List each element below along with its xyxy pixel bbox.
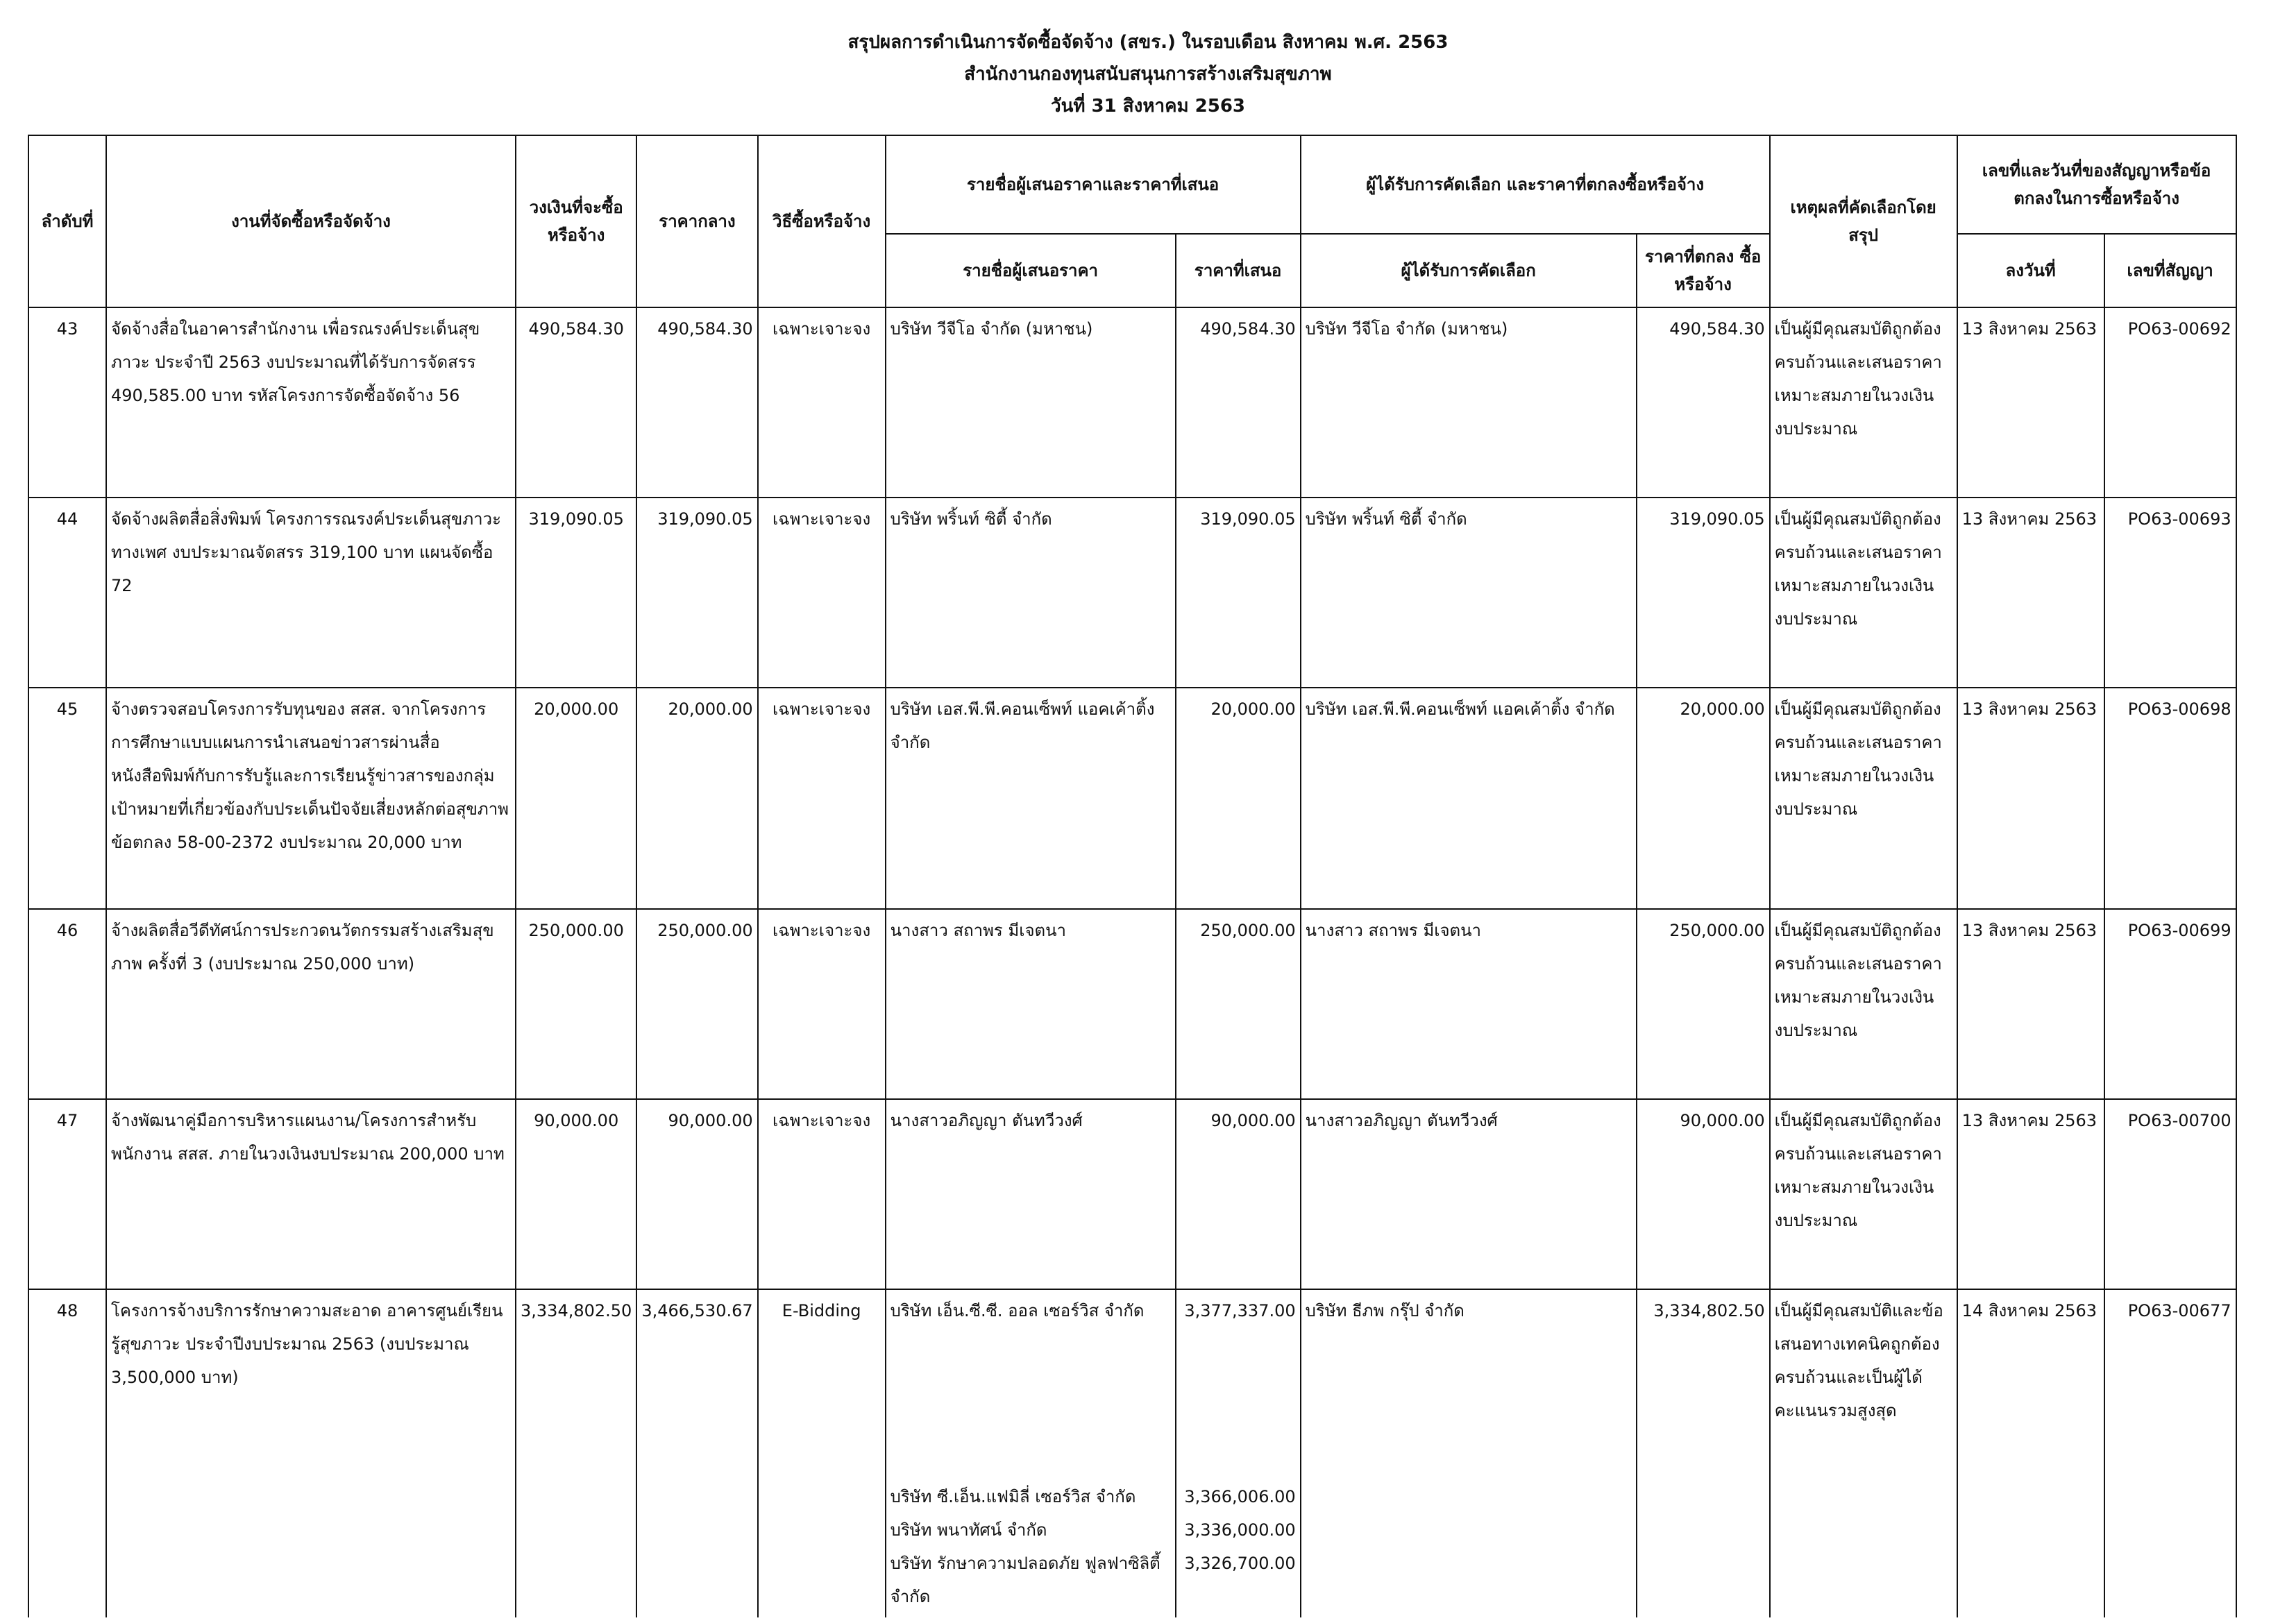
- row-budget: 20,000.00: [516, 688, 636, 909]
- row-work: จ้างพัฒนาคู่มือการบริหารแผนงาน/โครงการสำหรับพนักงาน สสส. ภายในวงเงินงบประมาณ 200,000 บาท: [106, 1099, 516, 1289]
- row-winner-name: นางสาว สถาพร มีเจตนา: [1301, 909, 1637, 1099]
- row-reason: เป็นผู้มีคุณสมบัติถูกต้องครบถ้วนและเสนอราคาเหมาะสมภายในวงเงินงบประมาณ: [1770, 909, 1957, 1099]
- col-work: งานที่จัดซื้อหรือจัดจ้าง: [106, 135, 516, 307]
- col-reason: เหตุผลที่คัดเลือกโดยสรุป: [1770, 135, 1957, 307]
- table-header: [28, 135, 2236, 307]
- table-row: [28, 909, 2236, 1099]
- row-reason: เป็นผู้มีคุณสมบัติและข้อเสนอทางเทคนิคถูกต้องครบถ้วนและเป็นผู้ได้คะแนนรวมสูงสุด: [1770, 1289, 1957, 1617]
- row-contract-no: PO63-00698: [2104, 688, 2236, 909]
- organization-name: สำนักงานกองทุนสนับสนุนการสร้างเสริมสุขภาพ: [964, 64, 1332, 85]
- report-date: วันที่ 31 สิงหาคม 2563: [1050, 96, 1246, 117]
- row-method: เฉพาะเจาะจง: [758, 1099, 886, 1289]
- report-title: สรุปผลการดำเนินการจัดซื้อจัดจ้าง (สขร.) ในรอบเดือน สิงหาคม พ.ศ. 2563: [847, 32, 1449, 53]
- row-budget: 250,000.00: [516, 909, 636, 1099]
- row-contract-date: 13 สิงหาคม 2563: [1957, 1099, 2104, 1289]
- row-work: จัดจ้างผลิตสื่อสิ่งพิมพ์ โครงการรณรงค์ประเด็นสุขภาวะทางเพศ งบประมาณจัดสรร 319,100 บาท แผนจัดซื้อ 72: [106, 498, 516, 688]
- row-contract-no: PO63-00700: [2104, 1099, 2236, 1289]
- col-bidder-name: รายชื่อผู้เสนอราคา: [886, 234, 1176, 307]
- col-winner-name: ผู้ได้รับการคัดเลือก: [1301, 234, 1637, 307]
- col-method: วิธีซื้อหรือจ้าง: [758, 135, 886, 307]
- procurement-table: [28, 135, 2237, 1617]
- row-budget: 319,090.05: [516, 498, 636, 688]
- row-winner-name: บริษัท ธีภพ กรุ๊ป จำกัด: [1301, 1289, 1637, 1617]
- row-bid-price: 490,584.30: [1176, 307, 1301, 498]
- row-no: 46: [28, 909, 106, 1099]
- row-bidder-name: บริษัท เอส.พี.พี.คอนเซ็พท์ แอคเค้าติ้ง จำกัด: [886, 688, 1176, 909]
- row-reason: เป็นผู้มีคุณสมบัติถูกต้องครบถ้วนและเสนอราคาเหมาะสมภายในวงเงินงบประมาณ: [1770, 688, 1957, 909]
- row-budget: 3,334,802.50: [516, 1289, 636, 1617]
- row-no: 47: [28, 1099, 106, 1289]
- bid-price: 3,366,006.00: [1184, 1487, 1296, 1506]
- col-no: ลำดับที่: [28, 135, 106, 307]
- row-bidder-name: บริษัท พริ้นท์ ซิตี้ จำกัด: [886, 498, 1176, 688]
- bidder-name: บริษัท เอ็น.ซี.ซี. ออล เซอร์วิส จำกัด: [890, 1301, 1145, 1320]
- row-winner-name: นางสาวอภิญญา ตันทวีวงศ์: [1301, 1099, 1637, 1289]
- row-agreed-price: 90,000.00: [1637, 1099, 1770, 1289]
- row-contract-no: PO63-00693: [2104, 498, 2236, 688]
- table-row: [28, 1099, 2236, 1289]
- row-bid-price: 20,000.00: [1176, 688, 1301, 909]
- row-contract-date: 13 สิงหาคม 2563: [1957, 307, 2104, 498]
- table-row: [28, 688, 2236, 909]
- row-agreed-price: 20,000.00: [1637, 688, 1770, 909]
- row-method: เฉพาะเจาะจง: [758, 498, 886, 688]
- col-contract-date: ลงวันที่: [1957, 234, 2104, 307]
- row-method: เฉพาะเจาะจง: [758, 688, 886, 909]
- row-work: จัดจ้างสื่อในอาคารสำนักงาน เพื่อรณรงค์ประเด็นสุขภาวะ ประจำปี 2563 งบประมาณที่ได้รับการจัดสรร 490,585.00 บาท รหัสโครงการจัดซื้อจัดจ้าง 56: [106, 307, 516, 498]
- row-method: เฉพาะเจาะจง: [758, 307, 886, 498]
- row-budget: 90,000.00: [516, 1099, 636, 1289]
- row-bid-price: 250,000.00: [1176, 909, 1301, 1099]
- row-median-price: 3,466,530.67: [636, 1289, 757, 1617]
- row-bidder-name: นางสาวอภิญญา ตันทวีวงศ์: [886, 1099, 1176, 1289]
- row-contract-no: PO63-00692: [2104, 307, 2236, 498]
- row-median-price: 90,000.00: [636, 1099, 757, 1289]
- row-work: จ้างผลิตสื่อวีดีทัศน์การประกวดนวัตกรรมสร้างเสริมสุขภาพ ครั้งที่ 3 (งบประมาณ 250,000 บาท): [106, 909, 516, 1099]
- row-no: 44: [28, 498, 106, 688]
- row-contract-date: 13 สิงหาคม 2563: [1957, 688, 2104, 909]
- table-row: [28, 307, 2236, 498]
- bid-price: 3,377,337.00: [1184, 1301, 1296, 1320]
- bid-price: 3,326,700.00: [1184, 1554, 1296, 1573]
- row-no: 43: [28, 307, 106, 498]
- row-median-price: 20,000.00: [636, 688, 757, 909]
- row-agreed-price: 490,584.30: [1637, 307, 1770, 498]
- row-median-price: 490,584.30: [636, 307, 757, 498]
- col-budget: วงเงินที่จะซื้อหรือจ้าง: [516, 135, 636, 307]
- col-agreed-price: ราคาที่ตกลง ซื้อหรือจ้าง: [1637, 234, 1770, 307]
- col-bid-price: ราคาที่เสนอ: [1176, 234, 1301, 307]
- row-contract-date: 14 สิงหาคม 2563: [1957, 1289, 2104, 1617]
- row-contract-date: 13 สิงหาคม 2563: [1957, 909, 2104, 1099]
- row-budget: 490,584.30: [516, 307, 636, 498]
- row-reason: เป็นผู้มีคุณสมบัติถูกต้องครบถ้วนและเสนอราคาเหมาะสมภายในวงเงินงบประมาณ: [1770, 1099, 1957, 1289]
- row-winner-name: บริษัท พริ้นท์ ซิตี้ จำกัด: [1301, 498, 1637, 688]
- row-median-price: 250,000.00: [636, 909, 757, 1099]
- row-method: เฉพาะเจาะจง: [758, 909, 886, 1099]
- col-group-winner: ผู้ได้รับการคัดเลือก และราคาที่ตกลงซื้อหรือจ้าง: [1301, 135, 1770, 234]
- report-header: [0, 26, 2296, 122]
- row-agreed-price: 250,000.00: [1637, 909, 1770, 1099]
- row-bid-price: 319,090.05: [1176, 498, 1301, 688]
- row-bid-price: 90,000.00: [1176, 1099, 1301, 1289]
- row-winner-name: บริษัท วีจีโอ จำกัด (มหาชน): [1301, 307, 1637, 498]
- col-group-bidders: รายชื่อผู้เสนอราคาและราคาที่เสนอ: [886, 135, 1301, 234]
- bidder-name: บริษัท ซี.เอ็น.แฟมิลี่ เซอร์วิส จำกัด: [890, 1487, 1136, 1506]
- row-work: จ้างตรวจสอบโครงการรับทุนของ สสส. จากโครงการการศึกษาแบบแผนการนำเสนอข่าวสารผ่านสื่อหนังสือพิมพ์กับการรับรู้และการเรียนรู้ข่าวสารของกลุ่มเป้าหมายที่เกี่ยวข้องกับประเด็นปัจจัยเสี่ยงหลักต่อสุขภาพ ข้อตกลง 58-00-2372 งบประมาณ 20,000 บาท: [106, 688, 516, 909]
- col-group-contract: เลขที่และวันที่ของสัญญาหรือข้อตกลงในการซื้อหรือจ้าง: [1957, 135, 2236, 234]
- row-no: 45: [28, 688, 106, 909]
- col-contract-no: เลขที่สัญญา: [2104, 234, 2236, 307]
- row-agreed-price: 3,334,802.50: [1637, 1289, 1770, 1617]
- col-median-price: ราคากลาง: [636, 135, 757, 307]
- table-row: [28, 1289, 2236, 1617]
- row-no: 48: [28, 1289, 106, 1617]
- row-bidder-list: [886, 1289, 1176, 1617]
- row-work: โครงการจ้างบริการรักษาความสะอาด อาคารศูนย์เรียนรู้สุขภาวะ ประจำปีงบประมาณ 2563 (งบประมาณ 3,500,000 บาท): [106, 1289, 516, 1617]
- row-contract-no: PO63-00677: [2104, 1289, 2236, 1617]
- row-agreed-price: 319,090.05: [1637, 498, 1770, 688]
- row-method: E-Bidding: [758, 1289, 886, 1617]
- row-reason: เป็นผู้มีคุณสมบัติถูกต้องครบถ้วนและเสนอราคาเหมาะสมภายในวงเงินงบประมาณ: [1770, 498, 1957, 688]
- row-bid-price-list: [1176, 1289, 1301, 1617]
- row-contract-date: 13 สิงหาคม 2563: [1957, 498, 2104, 688]
- row-bidder-name: บริษัท วีจีโอ จำกัด (มหาชน): [886, 307, 1176, 498]
- row-median-price: 319,090.05: [636, 498, 757, 688]
- table-body: [28, 307, 2236, 1617]
- bidder-name: บริษัท พนาทัศน์ จำกัด: [890, 1520, 1047, 1540]
- row-winner-name: บริษัท เอส.พี.พี.คอนเซ็พท์ แอคเค้าติ้ง จำกัด: [1301, 688, 1637, 909]
- row-contract-no: PO63-00699: [2104, 909, 2236, 1099]
- row-reason: เป็นผู้มีคุณสมบัติถูกต้องครบถ้วนและเสนอราคาเหมาะสมภายในวงเงินงบประมาณ: [1770, 307, 1957, 498]
- table-row: [28, 498, 2236, 688]
- row-bidder-name: นางสาว สถาพร มีเจตนา: [886, 909, 1176, 1099]
- bidder-name: บริษัท รักษาความปลอดภัย ฟูลฟาซิลิตี้ จำกัด: [890, 1554, 1160, 1606]
- bid-price: 3,336,000.00: [1184, 1520, 1296, 1540]
